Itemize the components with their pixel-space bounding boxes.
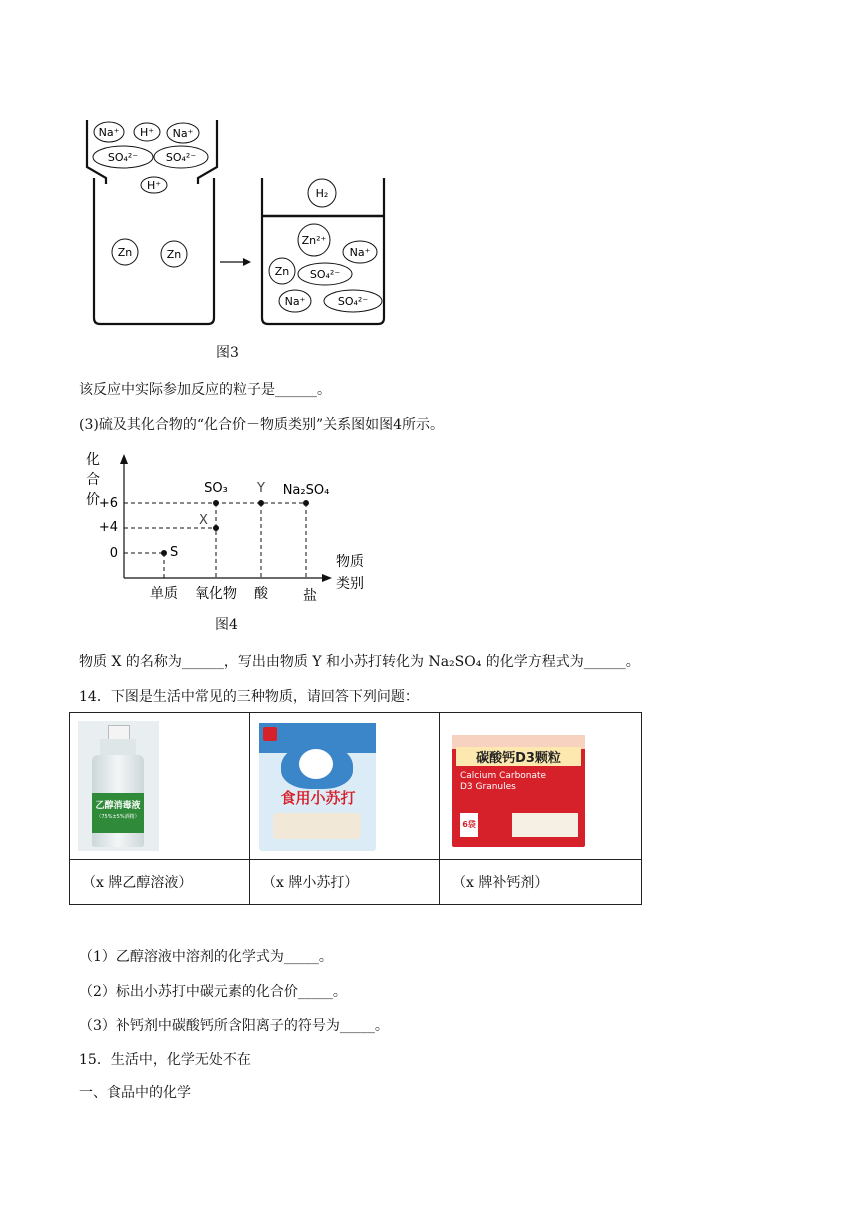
question-14-sub1: （1）乙醇溶液中溶剂的化学式为_____。 [79,949,333,965]
so4-ion-right-1 [298,263,352,285]
point-s [161,550,167,556]
bottle-label-title: 乙醇消毒液 [95,801,141,811]
product-label-calcium: （x 牌补钙剂） [440,860,642,905]
y-axis-arrow [120,454,128,464]
svg-text:Na⁺: Na⁺ [284,295,306,308]
product-image-cell-1 [70,713,250,860]
point-label-x: X [199,513,208,528]
question-reacting-particles: 该反应中实际参加反应的粒子是______。 [79,382,331,398]
y-axis-label-3: 价 [86,492,100,508]
box-label-en2: D3 Granules [460,782,516,792]
point-label-s: S [170,545,179,560]
y-axis-label-2: 合 [86,472,100,488]
ion-h-dropping [141,177,167,193]
svg-text:Zn: Zn [166,248,182,261]
baking-soda-bag-image [259,723,376,851]
box-label-title: 碳酸钙D3颗粒 [456,747,581,766]
zn-atom-1 [112,239,138,265]
figure-3-caption: 图3 [216,345,239,361]
point-y [258,500,264,506]
svg-text:SO₄²⁻: SO₄²⁻ [337,295,369,308]
svg-text:SO₄²⁻: SO₄²⁻ [165,151,197,164]
x-category-elemental: 单质 [150,586,178,602]
calcium-box-image [452,735,585,847]
svg-text:Na⁺: Na⁺ [172,127,194,140]
ion-na-2 [167,123,199,143]
so4-ion-right-2 [324,290,382,312]
product-label-ethanol: （x 牌乙醇溶液） [70,860,250,905]
point-label-so3: SO₃ [204,481,228,496]
x-axis-arrow [322,574,332,582]
bottle-label-sub: （75%±5%酒精） [96,814,140,820]
box-label-en1: Calcium Carbonate [460,771,547,781]
reaction-arrow-head [243,258,251,266]
products-table [69,712,642,905]
box-label-count: 6袋 [460,813,478,837]
svg-text:SO₄²⁻: SO₄²⁻ [107,151,139,164]
question-x-name-equation: 物质 X 的名称为______，写出由物质 Y 和小苏打转化为 Na₂SO₄ 的化学方程式为______。 [79,654,640,670]
y-tick-plus6: +6 [98,496,118,511]
point-x [213,525,219,531]
y-axis-label-1: 化 [86,452,100,468]
product-image-cell-3 [440,713,642,860]
h2-molecule [308,179,336,207]
figure-4-valence-chart [78,448,378,608]
figure-3-diagram [80,112,400,334]
question-14-sub3: （3）补钙剂中碳酸钙所含阳离子的符号为_____。 [79,1018,389,1034]
zn-atom-right [269,258,295,284]
ion-so4-2 [154,146,208,168]
question-3-intro: (3)硫及其化合物的“化合价－物质类别”关系图如图4所示。 [79,417,445,433]
ethanol-bottle-image [78,721,159,851]
question-14-sub2: （2）标出小苏打中碳元素的化合价_____。 [79,984,347,1000]
y-tick-zero: 0 [109,546,118,561]
svg-text:H₂: H₂ [315,187,329,200]
question-15-title: 15．生活中，化学无处不在 [79,1052,251,1068]
x-category-oxide: 氧化物 [195,586,237,602]
na-ion-right-1 [343,241,377,263]
point-na2so4 [303,500,309,506]
zn2plus-ion [298,224,330,256]
product-label-baking-soda: （x 牌小苏打） [250,860,440,905]
ion-h-1 [134,123,160,141]
guide-lines [124,503,306,578]
ion-so4-1 [93,146,153,168]
bag-label-title: 食用小苏打 [280,789,356,807]
question-15-section1: 一、食品中的化学 [79,1085,191,1101]
svg-text:H⁺: H⁺ [139,126,155,139]
svg-text:SO₄²⁻: SO₄²⁻ [309,268,341,281]
point-label-y: Y [257,481,265,496]
funnel-right-wall [198,120,217,184]
na-ion-right-2 [279,290,311,312]
zn-atom-2 [161,241,187,267]
question-14-title: 14．下图是生活中常见的三种物质，请回答下列问题： [79,689,419,705]
x-category-salt: 盐 [303,588,317,604]
point-so3 [213,500,219,506]
svg-text:Na⁺: Na⁺ [98,126,120,139]
svg-text:Na⁺: Na⁺ [349,246,371,259]
point-label-na2so4: Na₂SO₄ [282,483,330,498]
svg-text:Zn²⁺: Zn²⁺ [301,234,327,247]
product-image-cell-2 [250,713,440,860]
x-axis-label-1: 物质 [336,554,364,570]
figure-4-caption: 图4 [215,617,238,633]
x-axis-label-2: 类别 [336,576,364,592]
ion-na-1 [94,122,124,142]
svg-text:H⁺: H⁺ [146,179,162,192]
y-tick-plus4: +4 [98,520,118,535]
svg-text:Zn: Zn [274,265,290,278]
svg-text:Zn: Zn [117,246,133,259]
x-category-acid: 酸 [254,586,268,602]
